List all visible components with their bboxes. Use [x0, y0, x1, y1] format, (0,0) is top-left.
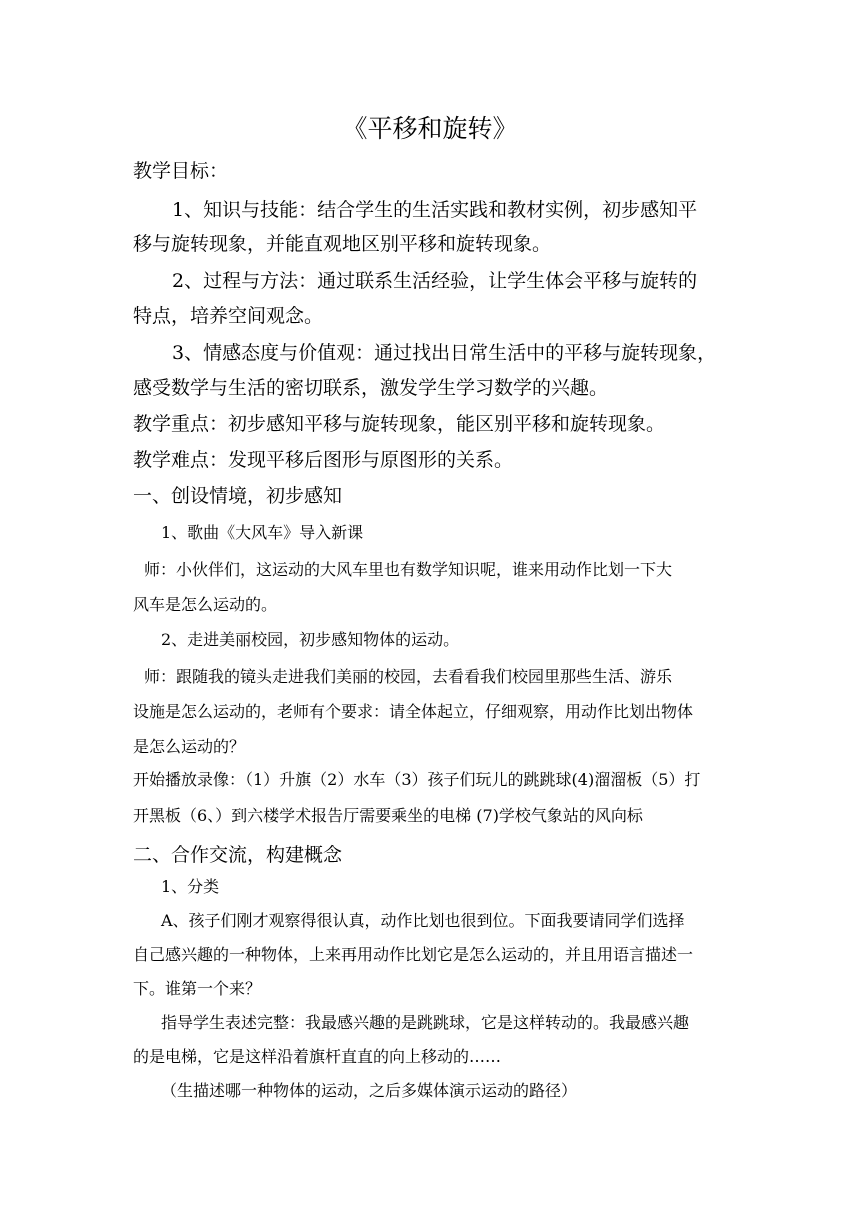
activity-a-line-2: 自己感兴趣的一种物体，上来再用动作比划它是怎么运动的，并且用语言描述一 [133, 945, 694, 964]
goal-knowledge-line-1: 1、知识与技能：结合学生的生活实践和教材实例，初步感知平 [172, 199, 698, 221]
document-title: 《平移和旋转》 [342, 114, 518, 143]
teacher-campus-line-3: 是怎么运动的？ [133, 737, 246, 756]
teacher-windmill-line-1: 师：小伙伴们，这运动的大风车里也有数学知识呢，谁来用动作比划一下大 [144, 560, 673, 579]
item-classify: 1、分类 [161, 877, 220, 896]
multimedia-note: （生描述哪一种物体的运动，之后多媒体演示运动的路径） [161, 1081, 578, 1100]
teacher-windmill-line-2: 风车是怎么运动的。 [133, 595, 278, 614]
guidance-line-2: 的是电梯，它是这样沿着旗杆直直的向上移动的…… [133, 1047, 502, 1066]
teaching-difficulty: 教学难点：发现平移后图形与原图形的关系。 [133, 449, 514, 471]
goal-attitude-line-2: 感受数学与生活的密切联系，激发学生学习数学的兴趣。 [133, 377, 609, 399]
section-two-heading: 二、合作交流，构建概念 [133, 844, 343, 866]
goal-process-line-2: 特点，培养空间观念。 [133, 305, 324, 327]
video-list-line-1: 开始播放录像：（1）升旗（2）水车（3）孩子们玩儿的跳跳球(4)溜溜板（5）打 [133, 770, 701, 789]
activity-a-line-1: A、孩子们刚才观察得很认真，动作比划也很到位。下面我要请同学们选择 [161, 911, 685, 930]
teaching-key-point: 教学重点：初步感知平移与旋转现象，能区别平移和旋转现象。 [133, 413, 666, 435]
section-one-heading: 一、创设情境，初步感知 [133, 485, 343, 507]
activity-a-line-3: 下。谁第一个来？ [133, 979, 262, 998]
goal-process-line-1: 2、过程与方法：通过联系生活经验，让学生体会平移与旋转的 [172, 270, 698, 292]
item-campus-walk: 2、走进美丽校园，初步感知物体的运动。 [161, 630, 460, 649]
section-teaching-goals-heading: 教学目标： [133, 160, 229, 182]
goal-attitude-line-1: 3、情感态度与价值观：通过找出日常生活中的平移与旋转现象， [172, 342, 717, 364]
teacher-campus-line-1: 师：跟随我的镜头走进我们美丽的校园，去看看我们校园里那些生活、游乐 [144, 667, 673, 686]
goal-knowledge-line-2: 移与旋转现象，并能直观地区别平移和旋转现象。 [133, 233, 552, 255]
item-song-intro: 1、歌曲《大风车》导入新课 [161, 523, 364, 542]
video-list-line-2: 开黑板（6、）到六楼学术报告厅需要乘坐的电梯 (7)学校气象站的风向标 [133, 806, 643, 825]
teacher-campus-line-2: 设施是怎么运动的，老师有个要求：请全体起立，仔细观察，用动作比划出物体 [133, 702, 694, 721]
guidance-line-1: 指导学生表述完整：我最感兴趣的是跳跳球，它是这样转动的。我最感兴趣 [161, 1013, 690, 1032]
